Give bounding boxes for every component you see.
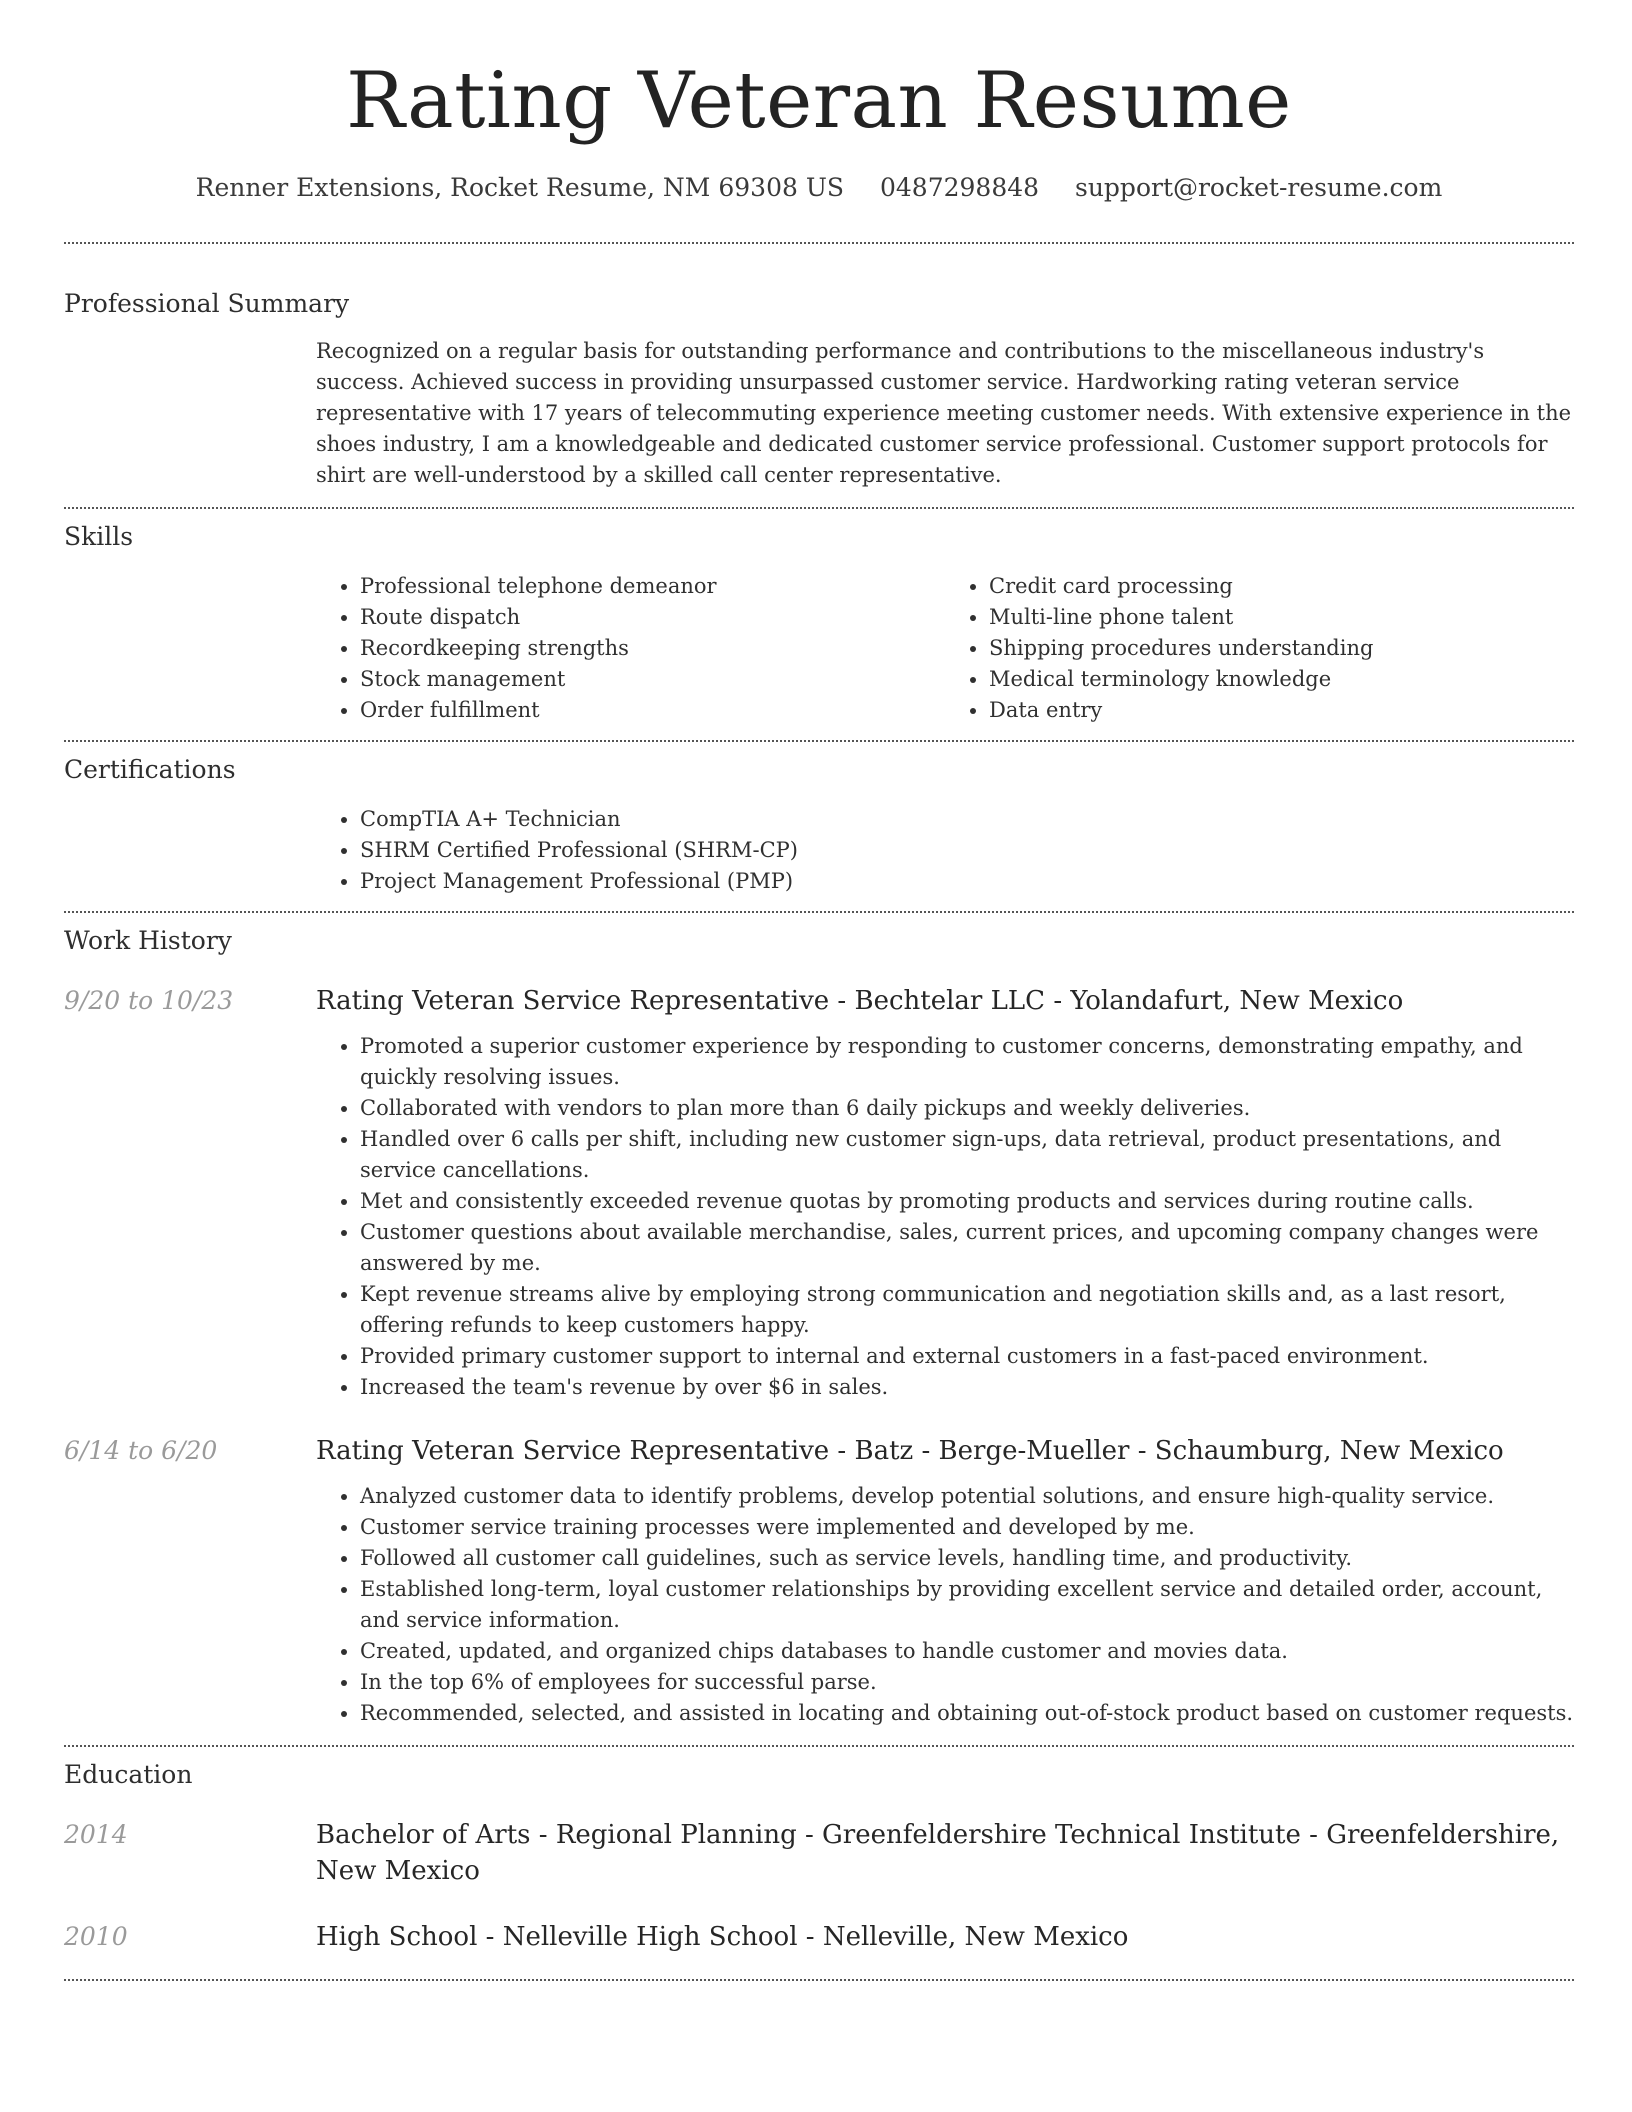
skill-item: • Recordkeeping strengths — [360, 633, 945, 664]
education-year: 2014 — [64, 1820, 128, 1849]
job-bullet: • In the top 6% of employees for successful parse. — [360, 1667, 1574, 1698]
job-bullet: • Customer questions about available merchandise, sales, current prices, and upcoming company changes were answered by me. — [360, 1217, 1574, 1279]
education-heading: Bachelor of Arts - Regional Planning - Greenfeldershire Technical Institute - Greenfeldershire, New Mexico — [316, 1820, 1560, 1886]
section-title-education: Education — [64, 1760, 193, 1789]
summary-text: Recognized on a regular basis for outstanding performance and contributions to the miscellaneous industry's success. Achieved success in providing unsurpassed customer service. Hardworking rating veteran service representative with 17 years of telecommuting experience meeting customer needs. With extensive experience in the shoes industry, I am a knowledgeable and dedicated customer service professional. Customer support protocols for shirt are well-understood by a skilled call center representative. — [316, 339, 1572, 487]
divider — [64, 507, 1574, 509]
job-heading: Rating Veteran Service Representative - Batz - Berge-Mueller - Schaumburg, New Mexico — [316, 1436, 1504, 1466]
skill-item: • Route dispatch — [360, 602, 945, 633]
education-year: 2010 — [64, 1922, 128, 1951]
divider — [64, 911, 1574, 913]
divider — [64, 1979, 1574, 1981]
divider — [64, 1745, 1574, 1747]
job-bullet: • Customer service training processes were implemented and developed by me. — [360, 1512, 1574, 1543]
certification-item: • Project Management Professional (PMP) — [360, 866, 1574, 897]
job-bullet: • Followed all customer call guidelines, such as service levels, handling time, and productivity. — [360, 1543, 1574, 1574]
skill-item: • Credit card processing — [989, 571, 1574, 602]
skills-list — [316, 571, 1574, 740]
job-bullet: • Kept revenue streams alive by employing strong communication and negotiation skills and, as a last resort, offering refunds to keep customers happy. — [360, 1279, 1574, 1341]
contact-email: support@rocket-resume.com — [1075, 173, 1443, 202]
section-title-summary: Professional Summary — [64, 289, 350, 318]
contact-phone: 0487298848 — [879, 173, 1040, 202]
skills-column-right — [945, 571, 1574, 726]
resume-page — [64, 0, 1574, 1981]
job-entry — [64, 1433, 1574, 1729]
skills-section — [64, 521, 1574, 740]
job-bullet: • Collaborated with vendors to plan more than 6 daily pickups and weekly deliveries. — [360, 1093, 1574, 1124]
certifications-list — [316, 804, 1574, 911]
summary-section — [64, 288, 1574, 507]
section-title-skills: Skills — [64, 522, 134, 551]
skill-item: • Medical terminology knowledge — [989, 664, 1574, 695]
resume-title: Rating Veteran Resume — [346, 56, 1292, 146]
education-entry — [64, 1817, 1574, 1889]
job-bullet: • Increased the team's revenue by over $6 in sales. — [360, 1372, 1574, 1403]
job-bullet: • Promoted a superior customer experience by responding to customer concerns, demonstrating empathy, and quickly resolving issues. — [360, 1031, 1574, 1093]
certification-item: • CompTIA A+ Technician — [360, 804, 1574, 835]
education-section — [64, 1759, 1574, 1979]
skill-item: • Order fulfillment — [360, 695, 945, 726]
job-bullets — [316, 1031, 1574, 1403]
contact-line — [64, 168, 1574, 208]
section-title-certifications: Certifications — [64, 755, 236, 784]
job-bullet: • Recommended, selected, and assisted in locating and obtaining out-of-stock product based on customer requests. — [360, 1698, 1574, 1729]
certification-item: • SHRM Certified Professional (SHRM-CP) — [360, 835, 1574, 866]
divider — [64, 242, 1574, 244]
divider — [64, 740, 1574, 742]
certifications-section — [64, 754, 1574, 911]
job-bullet: • Established long-term, loyal customer relationships by providing excellent service and detailed order, account, and service information. — [360, 1574, 1574, 1636]
contact-address: Renner Extensions, Rocket Resume, NM 69308 US — [195, 173, 845, 202]
job-bullet: • Created, updated, and organized chips databases to handle customer and movies data. — [360, 1636, 1574, 1667]
skill-item: • Professional telephone demeanor — [360, 571, 945, 602]
skills-column-left — [316, 571, 945, 726]
education-heading: High School - Nelleville High School - Nelleville, New Mexico — [316, 1922, 1129, 1952]
education-entry — [64, 1919, 1574, 1955]
job-bullet: • Provided primary customer support to internal and external customers in a fast-paced environment. — [360, 1341, 1574, 1372]
section-title-work-history: Work History — [64, 926, 232, 955]
job-bullets — [316, 1481, 1574, 1729]
job-heading: Rating Veteran Service Representative - Bechtelar LLC - Yolandafurt, New Mexico — [316, 986, 1404, 1016]
job-bullet: • Analyzed customer data to identify problems, develop potential solutions, and ensure high-quality service. — [360, 1481, 1574, 1512]
skill-item: • Data entry — [989, 695, 1574, 726]
job-dates: 9/20 to 10/23 — [64, 986, 234, 1015]
skill-item: • Shipping procedures understanding — [989, 633, 1574, 664]
job-bullet: • Met and consistently exceeded revenue quotas by promoting products and services during routine calls. — [360, 1186, 1574, 1217]
job-dates: 6/14 to 6/20 — [64, 1436, 218, 1465]
skill-item: • Stock management — [360, 664, 945, 695]
work-history-section — [64, 925, 1574, 1745]
skill-item: • Multi-line phone talent — [989, 602, 1574, 633]
job-entry — [64, 983, 1574, 1403]
job-bullet: • Handled over 6 calls per shift, including new customer sign-ups, data retrieval, product presentations, and service cancellations. — [360, 1124, 1574, 1186]
